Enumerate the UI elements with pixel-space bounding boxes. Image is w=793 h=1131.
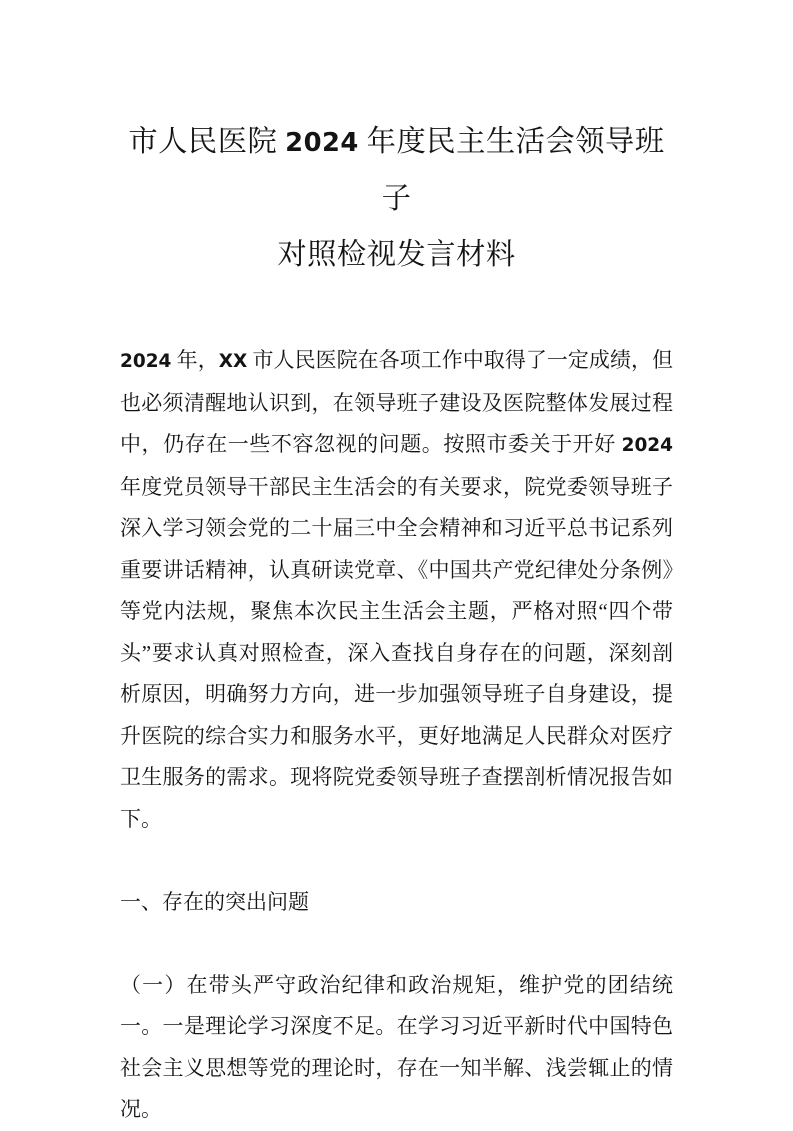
intro-paragraph: 2024 年，XX 市人民医院在各项工作中取得了一定成绩，但也必须清醒地认识到，在领导班子建设及医院整体发展过程中，仍存在一些不容忽视的问题。按照市委关于开好 2024 年度党员领导干部民主生活会的有关要求，院党委领导班子深入学习领会党的二十届三中全会精神和习近平总书记系列重要讲话精神，认真研读党章、《中国共产党纪律处分条例》等党内法规，聚焦本次民主生活会主题，严格对照“四个带头”要求认真对照检查，深入查找自身存在的问题，深刻剖析原因，明确努力方向，进一步加强领导班子自身建设，提升医院的综合实力和服务水平，更好地满足人民群众对医疗卫生服务的需求。现将院党委领导班子查摆剖析情况报告如下。 [120,348,674,831]
document-title [120,114,673,283]
section-heading-problems: 一、存在的突出问题 [120,889,309,914]
title-line-2: 对照检视发言材料 [277,239,516,271]
issue-paragraph-1: （一）在带头严守政治纪律和政治规矩，维护党的团结统一。一是理论学习深度不足。在学习习近平新时代中国特色社会主义思想等党的理论时，存在一知半解、浅尝辄止的情况。 [120,972,673,1121]
title-line-1: 市人民医院 2024 年度民主生活会领导班子 [128,126,665,215]
